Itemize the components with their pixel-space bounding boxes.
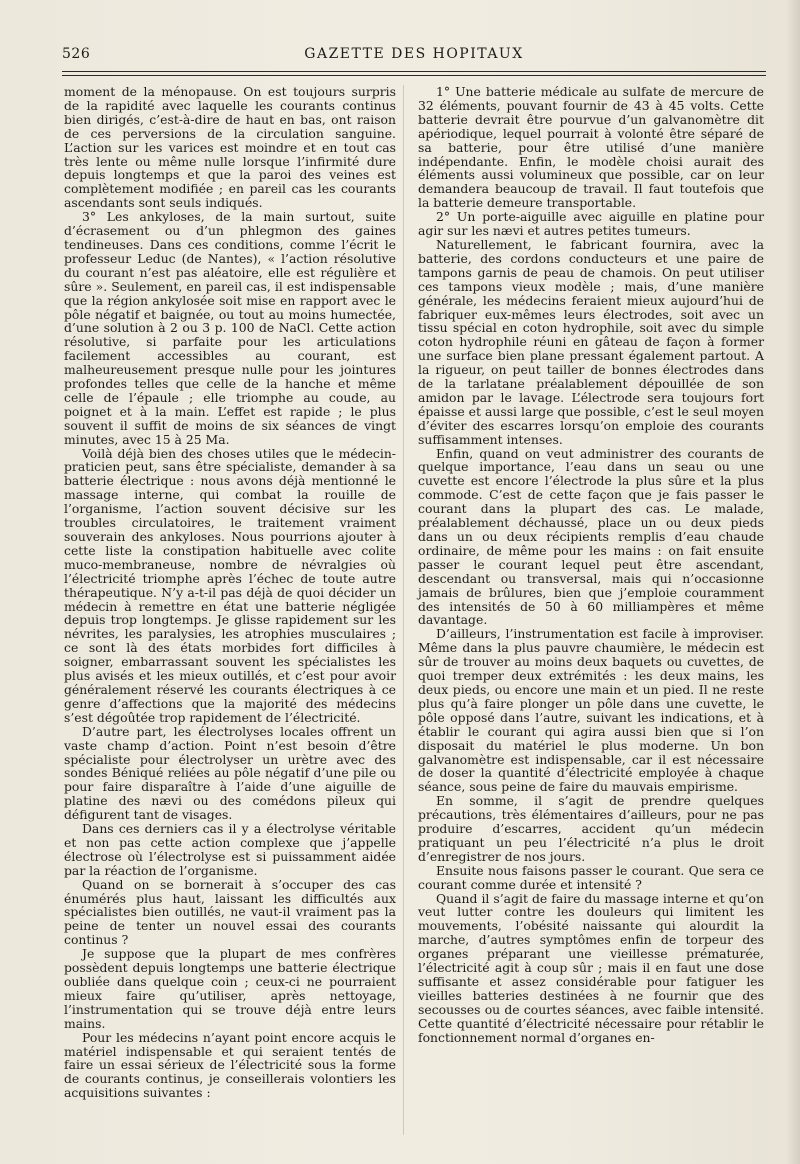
paragraph: Pour les médecins n’ayant point encore acquis le matériel indispensable et qui seraient tentés de faire un essai sérieux de l’électricité sous la forme de courants continus, je conseillerais volontiers les acquisitions suivantes : [64, 1029, 396, 1101]
column-divider [403, 85, 404, 1135]
paragraph: Quand il s’agit de faire du massage interne et qu’on veut lutter contre les douleurs qui limitent les mouvements, l’obésité naissante qui alourdit la marche, d’autres symptômes enfin de torpeur des organes préparant une vieillesse prématurée, l’électricité agit à coup sûr ; mais il en faut une dose suffisante et assez considérable pour fatiguer les vieilles batteries destinées à ne fournir que des secousses ou de courtes séances, avec faible intensité. Cette quantité d’électricité nécessaire pour rétablir le fonctionnement normal d’organes en- [418, 890, 764, 1045]
page-number: 526 [62, 46, 91, 62]
paragraph: D’ailleurs, l’instrumentation est facile à improviser. Même dans la plus pauvre chaumière, le médecin est sûr de trouver au moins deux baquets ou cuvettes, de quoi tremper deux extrémités : les deux mains, les deux pieds, ou encore une main et un pied. Il ne reste plus qu’à faire plonger un pôle dans une cuvette, le pôle opposé dans l’autre, suivant les indications, et à établir le courant qui agira aussi bien que si l’on disposait du matériel le plus moderne. Un bon galvanomètre est indispensable, car il est nécessaire de doser la quantité d’électricité employée à chaque séance, sous peine de faire du mauvais empirisme. [418, 626, 764, 795]
left-column [64, 85, 396, 1100]
paragraph: Enfin, quand on veut administrer des courants de quelque importance, l’eau dans un seau ou une cuvette est encore l’électrode la plus sûre et la plus commode. C’est de cette façon que je fais passer le courant dans la plupart des cas. Le malade, préalablement déchaussé, place un ou deux pieds dans un ou deux récipients remplis d’eau chaude ordinaire, de même pour les mains : on fait ensuite passer le courant lequel peut être ascendant, descendant ou transversal, mais qui n’occasionne jamais de brûlures, bien que j’emploie couramment des intensités de 50 à 60 milliampères et même davantage. [418, 445, 764, 628]
paragraph: D’autre part, les électrolyses locales offrent un vaste champ d’action. Point n’est besoin d’être spécialiste pour électrolyser un urètre avec des sondes Béniqué reliées au pôle négatif d’une pile ou pour faire disparaître à l’aide d’une aiguille de platine des nævi ou des comédons pileux qui défigurent tant de visages. [64, 723, 396, 823]
paragraph: Dans ces derniers cas il y a électrolyse véritable et non pas cette action complexe que j’appelle électrose où l’électrolyse est si puissamment aidée par la réaction de l’organisme. [64, 821, 396, 878]
page-edge-shadow [786, 0, 800, 1164]
paragraph: Je suppose que la plupart de mes confrères possèdent depuis longtemps une batterie électrique oubliée dans quelque coin ; ceux-ci ne pourraient mieux faire qu’utiliser, après nettoyage, l’instrumentation qui se trouve déjà entre leurs mains. [64, 946, 396, 1031]
header-rule-top [62, 71, 766, 72]
header-rule-bottom [62, 75, 766, 76]
paragraph: Ensuite nous faisons passer le courant. Que sera ce courant comme durée et intensité ? [418, 862, 764, 892]
paragraph: 1° Une batterie médicale au sulfate de mercure de 32 éléments, pouvant fournir de 43 à 45 volts. Cette batterie devrait être pourvue d’un galvanomètre dit apériodique, lequel pourrait à volonté être séparé de sa batterie, pour être utilisé d’une manière indépendante. Enfin, le modèle choisi aurait des éléments aussi volumineux que possible, car on leur demandera beaucoup de travail. Il faut toutefois que la batterie demeure transportable. [418, 84, 764, 211]
paragraph: En somme, il s’agit de prendre quelques précautions, très élémentaires d’ailleurs, pour ne pas produire d’escarres, accident qu’un médecin pratiquant un peu l’électricité n’a plus le droit d’enregistrer de nos jours. [418, 793, 764, 864]
paragraph: Voilà déjà bien des choses utiles que le médecin-praticien peut, sans être spécialiste, demander à sa batterie électrique : nous avons déjà mentionné le massage interne, qui combat la rouille de l’organisme, l’action souvent décisive sur les troubles circulatoires, le traitement vraiment souverain des ankyloses. Nous pourrions ajouter à cette liste la constipation habituelle avec colite muco-membraneuse, nombre de névralgies où l’électricité triomphe après l’échec de toute autre thérapeutique. N’y a-t-il pas déjà de quoi décider un médecin à remettre en état une batterie négligée depuis trop longtemps. Je glisse rapidement sur les névrites, les paralysies, les atrophies musculaires ; ce sont là des états morbides fort difficiles à soigner, embarrassant souvent les spécialistes les plus avisés et les mieux outillés, et c’est pour avoir généralement réservé les courants électriques à ce genre d’affections que la majorité des médecins s’est dégoûtée trop rapidement de l’électricité. [64, 445, 396, 725]
paragraph: Naturellement, le fabricant fournira, avec la batterie, des cordons conducteurs et une paire de tampons garnis de peau de chamois. On peut utiliser ces tampons vieux modèle ; mais, d’une manière générale, les médecins feraient mieux aujourd’hui de fabriquer eux-mêmes leurs électrodes, soit avec un tissu spécial en coton hydrophile, soit avec du simple coton hydrophile réuni en gâteau de façon à former une surface bien plane pressant également partout. A la rigueur, on peut tailler de bonnes électrodes dans de la tarlatane préalablement dépouillée de son amidon par le lavage. L’électrode sera toujours fort épaisse et aussi large que possible, c’est le seul moyen d’éviter des escarres lorsqu’on emploie des courants suffisamment intenses. [418, 236, 764, 447]
journal-title: GAZETTE DES HOPITAUX [304, 46, 524, 62]
page-header [62, 44, 766, 68]
paragraph: 2° Un porte-aiguille avec aiguille en platine pour agir sur les nævi et autres petites tumeurs. [418, 209, 764, 239]
right-column [418, 85, 764, 1045]
paragraph: 3° Les ankyloses, de la main surtout, suite d’écrasement ou d’un phlegmon des gaines tendineuses. Dans ces conditions, comme l’écrit le professeur Leduc (de Nantes), « l’action résolutive du courant n’est pas aléatoire, elle est régulière et sûre ». Seulement, en pareil cas, il est indispensable que la région ankylosée soit mise en rapport avec le pôle négatif et baignée, ou tout au moins humectée, d’une solution à 2 ou 3 p. 100 de NaCl. Cette action résolutive, si parfaite pour les articulations facilement accessibles au courant, est malheureusement presque nulle pour les jointures profondes telles que celle de la hanche et même celle de l’épaule ; elle triomphe au coude, au poignet et à la main. L’effet est rapide ; le plus souvent il suffit de moins de six séances de vingt minutes, avec 15 à 25 Ma. [64, 209, 396, 447]
paragraph: Quand on se bornerait à s’occuper des cas énumérés plus haut, laissant les difficultés aux spécialistes bien outillés, ne vaut-il vraiment pas la peine de tenter un nouvel essai des courants continus ? [64, 876, 396, 948]
paragraph: moment de la ménopause. On est toujours surpris de la rapidité avec laquelle les courants continus bien dirigés, c’est-à-dire de haut en bas, ont raison de ces perversions de la circulation sanguine. L’action sur les varices est moindre et en tout cas très lente ou même nulle lorsque l’infirmité dure depuis longtemps et que la paroi des veines est complètement modifiée ; en pareil cas les courants ascendants sont seuls indiqués. [64, 84, 396, 211]
